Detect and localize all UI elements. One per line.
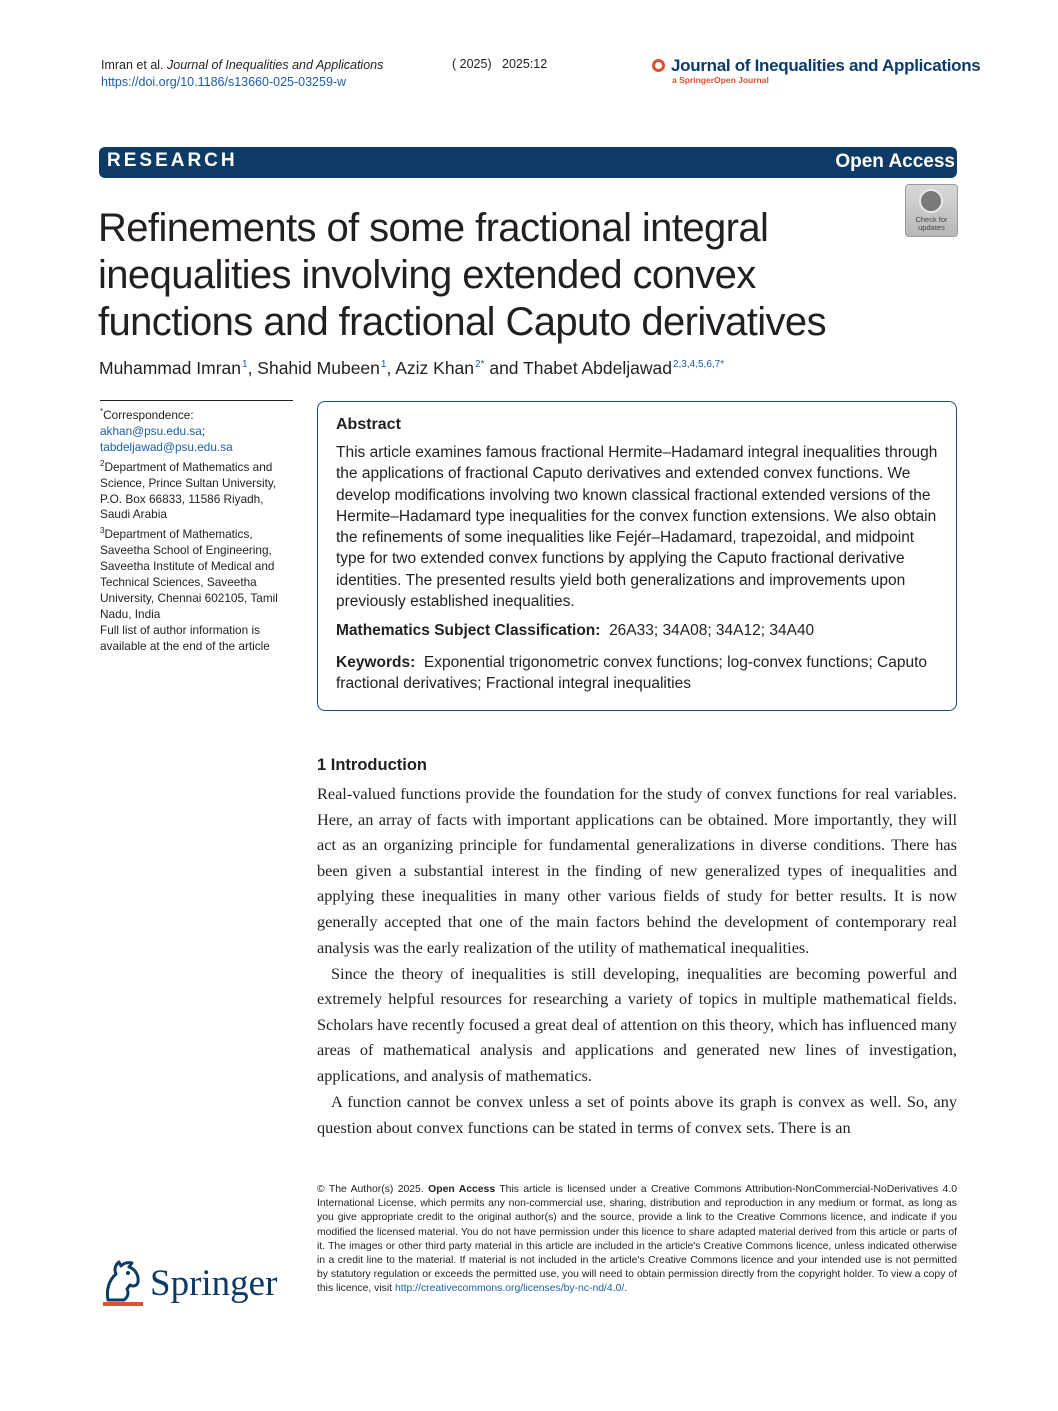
correspondence-label: Correspondence:	[103, 408, 194, 422]
affiliation-number: 2	[100, 458, 105, 468]
citation-journal: Journal of Inequalities and Applications	[167, 58, 384, 72]
author-name: Muhammad Imran	[99, 358, 241, 378]
year: ( 2025)	[452, 57, 492, 71]
email-separator: ;	[201, 423, 206, 438]
email-link[interactable]: tabdeljawad@psu.edu.sa	[100, 439, 233, 454]
copyright: © The Author(s) 2025.	[317, 1184, 424, 1195]
doi-link[interactable]: https://doi.org/10.1186/s13660-025-03259-w	[101, 75, 347, 89]
msc-label: Mathematics Subject Classification:	[336, 622, 601, 639]
journal-logo[interactable]	[652, 56, 981, 96]
crossmark-icon	[919, 189, 943, 213]
author-affiliation[interactable]: 2*	[475, 359, 485, 370]
affiliation-text: Department of Mathematics and Science, Prince Sultan University, P.O. Box 66833, 11586 Riyadh, Saudi Arabia	[100, 459, 277, 522]
paragraph: Since the theory of inequalities is still developing, inequalities are becoming powerful and extremely helpful resources for researching a variety of topics in multiple mathematical fields. Scholars have recently focused a great deal of attention on this theory, which has influenced many areas of mathematical analysis and applications and generated new lines of investigation, applications, and analysis of mathematics.	[317, 963, 957, 1086]
keywords-line	[336, 652, 941, 695]
paper-title: Refinements of some fractional integral inequalities involving extended convex functions and fractional Caputo derivatives	[98, 206, 826, 344]
journal-logo-name: Journal of Inequalities and Applications	[671, 56, 981, 75]
springer-logo[interactable]	[100, 1256, 295, 1308]
open-access-label: Open Access	[835, 151, 955, 172]
license-notice	[317, 1183, 957, 1297]
keywords-text: Exponential trigonometric convex functions; log-convex functions; Caputo fractional derivatives; Fractional integral inequalities	[336, 654, 928, 693]
affiliation-text: Department of Mathematics, Saveetha School of Engineering, Saveetha Institute of Medical and Technical Sciences, Saveetha University, Chennai 602105, Tamil Nadu, India	[100, 527, 278, 621]
section-heading: 1 Introduction	[317, 756, 427, 774]
author-separator: ,	[247, 358, 258, 378]
msc-codes: 26A33; 34A08; 34A12; 34A40	[609, 622, 815, 639]
citation-year	[452, 57, 547, 71]
correspondence-mark: *	[100, 407, 104, 416]
author-affiliation[interactable]: 2,3,4,5,6,7*	[672, 359, 725, 370]
author-name: Shahid Mubeen	[257, 358, 380, 378]
springer-horse-icon	[100, 1256, 146, 1308]
author-separator: ,	[386, 358, 396, 378]
full-author-info-note: Full list of author information is available at the end of the article	[100, 622, 270, 653]
author-affiliation[interactable]: 1	[380, 359, 387, 370]
license-link[interactable]: http://creativecommons.org/licenses/by-nc-nd/4.0/	[394, 1283, 625, 1295]
running-header	[101, 57, 383, 91]
abstract-heading: Abstract	[336, 416, 401, 433]
affiliation-rule	[100, 400, 293, 401]
license-end: .	[624, 1283, 628, 1295]
keywords-label: Keywords:	[336, 654, 416, 671]
author-affiliation[interactable]: 1	[242, 359, 248, 370]
license-text: This article is licensed under a Creative Commons Attribution-NonCommercial-NoDerivatives 4.0 International License, which permits any non-commercial use, sharing, distribution and reproduction in any medium or format, as long as you give appropriate credit to the original author(s) and the source, provide a link to the Creative Commons licence, and indicate if you modified the licensed material. You do not have permission under this licence to share adapted material derived from this article or parts of it. The images or other third party material in this article are included in the article's Creative Commons licence, unless indicated otherwise in a credit line to the material. If material is not included in the article's Creative Commons licence and your intended use is not permitted by statutory regulation or exceeds the permitted use, you will need to obtain permission directly from the copyright holder. To view a copy of this licence, visit	[317, 1184, 957, 1295]
check-for-updates-button[interactable]	[905, 184, 958, 237]
author-name: Aziz Khan	[395, 358, 475, 378]
article-type-label: RESEARCH	[107, 150, 238, 171]
introduction-body	[317, 781, 957, 1140]
paragraph: A function cannot be convex unless a set of points above its graph is convex as well. So, any question about convex functions can be stated in terms of convex sets. There is an	[317, 1092, 957, 1137]
check-for-updates-label: Check for updates	[915, 215, 948, 232]
journal-logo-sub: a SpringerOpen Journal	[672, 75, 769, 85]
affiliation-number: 3	[100, 526, 105, 536]
open-access-label: Open Access	[428, 1184, 496, 1195]
author-list	[99, 358, 724, 379]
publisher-name: Springer	[150, 1263, 278, 1304]
paragraph: Real-valued functions provide the foundation for the study of convex functions for real variables. Here, an array of facts with important applications can be obtained. More importantly, they will act as an organizing principle for fundamental generalizations in diverse conditions. There has been given a substantial interest in the finding of new generalized types of inequalities and applying these inequalities in many other various fields of study for better results. It is now generally accepted that one of the main factors behind the development of contemporary real analysis was the early realization of the utility of mathematical inequalities.	[317, 784, 957, 957]
abstract-text: This article examines famous fractional Hermite–Hadamard integral inequalities through the applications of fractional Caputo derivatives and extended convex functions. We develop modifications involving two known classical fractional extended versions of the Hermite–Hadamard type inequalities for the convex function extensions. We also obtain the refinements of some inequalities like Fejér–Hadamard, trapezoidal, and midpoint type for two extended convex functions by applying the Caputo fractional derivative identities. The presented results yield both generalizations and improvements upon previously established inequalities.	[336, 444, 938, 611]
article-number: 2025:12	[502, 57, 548, 71]
author-name: Thabet Abdeljawad	[523, 358, 672, 378]
affiliations	[100, 404, 296, 655]
author-and: and	[484, 358, 524, 378]
springeropen-icon	[652, 59, 665, 72]
email-link[interactable]: akhan@psu.edu.sa	[100, 423, 202, 438]
citation-authors: Imran et al.	[101, 58, 164, 72]
msc-line	[336, 622, 814, 640]
